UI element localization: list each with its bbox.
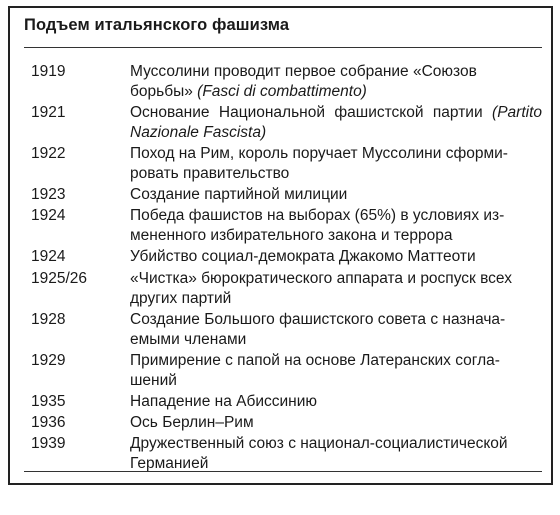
timeline-row (0, 144, 560, 184)
event-text: Германией (130, 455, 209, 473)
event-description (130, 269, 542, 309)
event-description (130, 185, 542, 205)
event-description (130, 62, 542, 102)
event-text: борьбы» (130, 83, 193, 100)
event-year: 1924 (31, 248, 66, 266)
event-description (130, 351, 542, 391)
event-year: 1935 (31, 392, 66, 410)
event-text: Создание партийной милиции (130, 186, 348, 204)
event-text: Убийство социал-демократа Джакомо Маттеоти (130, 248, 476, 266)
event-year: 1925/26 (31, 269, 88, 287)
timeline-row (0, 392, 560, 412)
event-description (130, 103, 542, 143)
event-description (130, 413, 542, 433)
event-italic-note: (Fasci di combattimento) (197, 83, 367, 100)
event-description (130, 144, 542, 184)
event-year: 1936 (31, 413, 66, 431)
event-description (130, 392, 542, 412)
timeline-row (0, 247, 560, 267)
event-text: Победа фашистов на выборах (65%) в условиях из- (130, 207, 505, 225)
event-text: Дружественный союз с национал-социалистической (130, 435, 508, 453)
event-year: 1924 (31, 207, 66, 225)
event-text: Основание Национальной фашистской партии (130, 104, 483, 122)
timeline-row (0, 206, 560, 246)
event-year: 1939 (31, 435, 66, 453)
event-year: 1922 (31, 145, 66, 163)
top-divider (24, 47, 542, 48)
event-text: Ось Берлин–Рим (130, 413, 254, 431)
timeline-row (0, 413, 560, 433)
event-text: мененного избирательного закона и террора (130, 227, 453, 245)
box-title: Подъем итальянского фашизма (24, 16, 290, 34)
event-text: шений (130, 371, 177, 389)
event-text: Примирение с папой на основе Латеранских согла- (130, 351, 500, 369)
event-text: Нападение на Абиссинию (130, 392, 317, 410)
timeline-list (0, 62, 560, 475)
event-text: емыми членами (130, 330, 247, 348)
event-text: «Чистка» бюрократического аппарата и роспуск всех (130, 269, 512, 287)
timeline-row (0, 434, 560, 474)
timeline-row (0, 103, 560, 143)
event-year: 1921 (31, 104, 66, 122)
event-description (130, 206, 542, 246)
event-description (130, 310, 542, 350)
timeline-row (0, 185, 560, 205)
event-text: Создание Большого фашистского совета с назнача- (130, 310, 506, 328)
bottom-divider (24, 471, 542, 472)
timeline-row (0, 62, 560, 102)
event-year: 1928 (31, 310, 66, 328)
timeline-row (0, 269, 560, 309)
event-description (130, 434, 542, 474)
event-text: ровать правительство (130, 165, 290, 183)
event-text: Поход на Рим, король поручает Муссолини сформи- (130, 145, 508, 163)
timeline-row (0, 310, 560, 350)
event-italic-note: (Partito Nazionale Fascista) (130, 104, 542, 142)
event-description (130, 247, 542, 267)
event-text: других партий (130, 289, 232, 307)
event-year: 1929 (31, 351, 66, 369)
event-year: 1919 (31, 63, 66, 80)
timeline-row (0, 351, 560, 391)
event-text: Муссолини проводит первое собрание «Союзов (130, 63, 477, 80)
event-year: 1923 (31, 186, 66, 204)
